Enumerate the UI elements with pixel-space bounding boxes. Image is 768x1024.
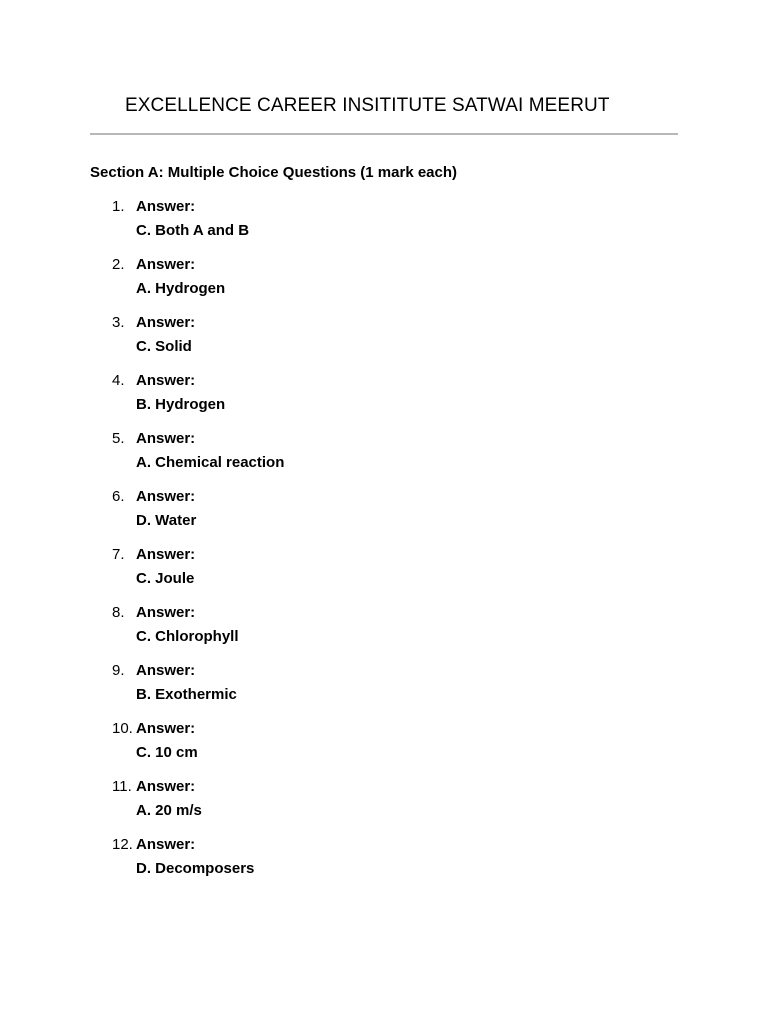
answer-value: A. Hydrogen <box>136 280 226 297</box>
list-item <box>0 836 768 894</box>
item-number: 12. <box>112 836 133 853</box>
list-item <box>0 720 768 778</box>
item-number: 8. <box>112 604 125 621</box>
answer-value: C. Joule <box>136 570 195 587</box>
answer-label: Answer: <box>136 198 196 215</box>
list-item <box>0 488 768 546</box>
answer-value: C. Chlorophyll <box>136 628 239 645</box>
answer-value: A. Chemical reaction <box>136 454 285 471</box>
item-number: 4. <box>112 372 125 389</box>
answer-value: B. Hydrogen <box>136 396 226 413</box>
title-divider <box>90 133 678 135</box>
answer-value: C. Solid <box>136 338 192 355</box>
item-number: 6. <box>112 488 125 505</box>
list-item <box>0 198 768 256</box>
answer-label: Answer: <box>136 836 196 853</box>
answer-label: Answer: <box>136 604 196 621</box>
answer-label: Answer: <box>136 256 196 273</box>
item-number: 11. <box>112 778 132 795</box>
item-number: 10. <box>112 720 133 737</box>
list-item <box>0 372 768 430</box>
list-item <box>0 662 768 720</box>
answer-value: D. Decomposers <box>136 860 255 877</box>
item-number: 1. <box>112 198 125 215</box>
answer-label: Answer: <box>136 430 196 447</box>
item-number: 9. <box>112 662 125 679</box>
answer-label: Answer: <box>136 720 196 737</box>
answer-list <box>0 198 768 894</box>
answer-value: B. Exothermic <box>136 686 237 703</box>
list-item <box>0 546 768 604</box>
answer-label: Answer: <box>136 662 196 679</box>
answer-value: C. Both A and B <box>136 222 250 239</box>
list-item <box>0 256 768 314</box>
item-number: 3. <box>112 314 125 331</box>
list-item <box>0 604 768 662</box>
answer-label: Answer: <box>136 314 196 331</box>
answer-label: Answer: <box>136 372 196 389</box>
section-heading: Section A: Multiple Choice Questions (1 mark each) <box>90 164 458 181</box>
document-title: EXCELLENCE CAREER INSITITUTE SATWAI MEERUT <box>125 95 610 116</box>
answer-label: Answer: <box>136 778 196 795</box>
answer-value: C. 10 cm <box>136 744 198 761</box>
item-number: 7. <box>112 546 125 563</box>
list-item <box>0 314 768 372</box>
item-number: 2. <box>112 256 125 273</box>
answer-label: Answer: <box>136 488 196 505</box>
answer-value: D. Water <box>136 512 197 529</box>
answer-label: Answer: <box>136 546 196 563</box>
list-item <box>0 430 768 488</box>
item-number: 5. <box>112 430 125 447</box>
list-item <box>0 778 768 836</box>
answer-value: A. 20 m/s <box>136 802 202 819</box>
